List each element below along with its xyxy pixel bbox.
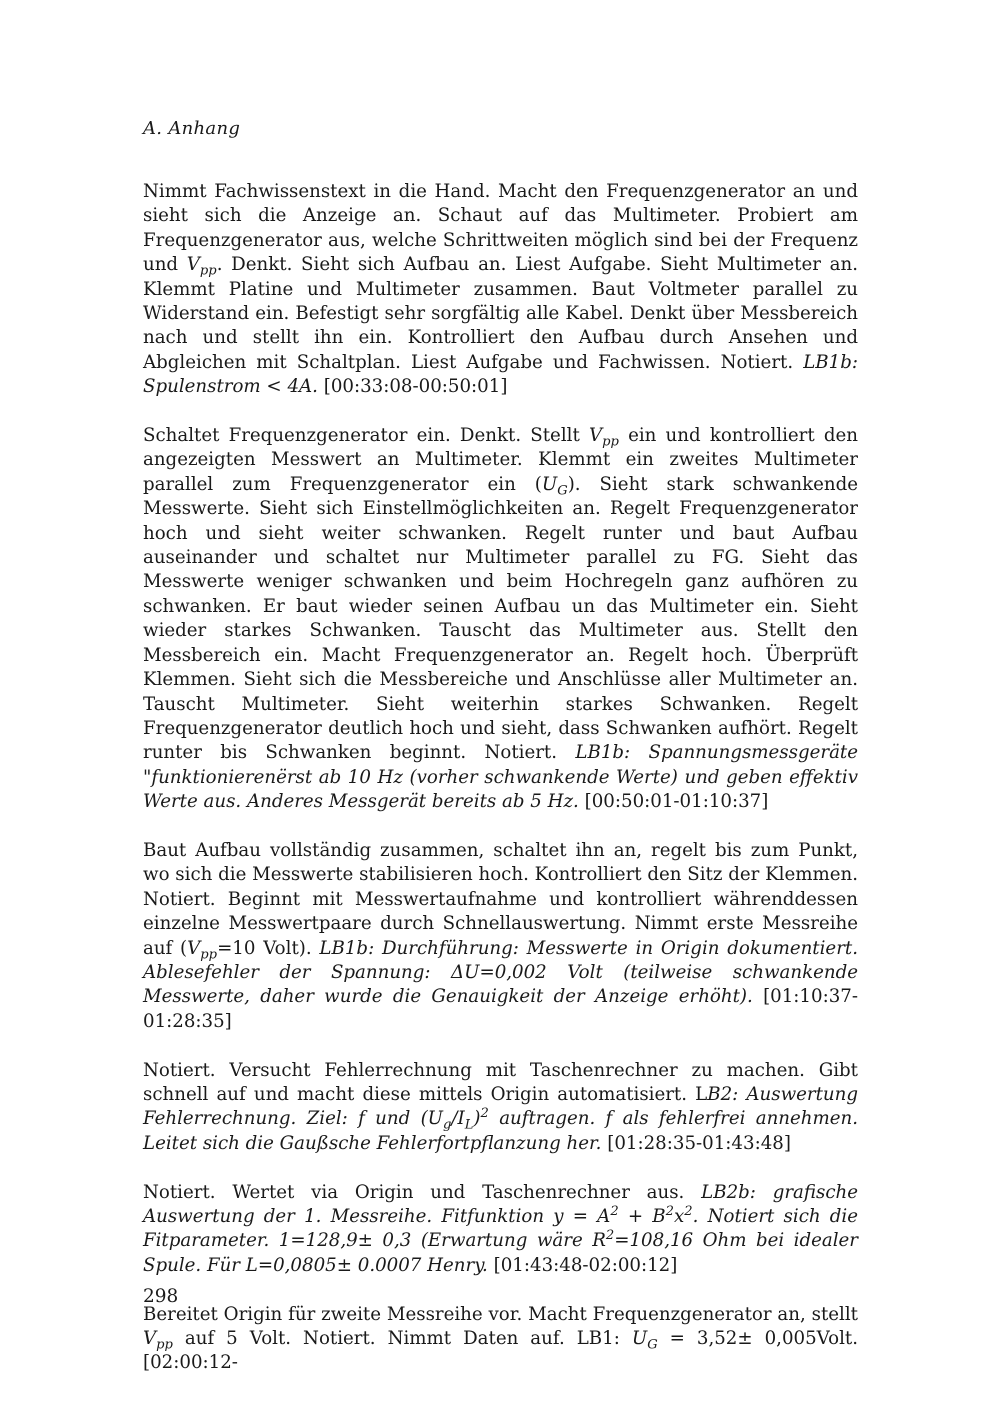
paragraph-2: Schaltet Frequenzgenerator ein. Denkt. Stellt $V_{pp}$ ein und kontrolliert den angezeigten Messwert an Multimeter. Klemmt ein zweites Multimeter parallel zum Frequenzgenerator ein $(U_G)$. Sieht stark schwankende Messwerte. Sieht sich Einstellmöglichkeiten an. Regelt Frequenzgenerator hoch und sieht weiter schwanken. Regelt runter und baut Aufbau auseinander und schaltet nur Multimeter parallel zu FG. Sieht das Messwerte weniger schwanken und beim Hochregeln ganz aufhören zu schwanken. Er baut wieder seinen Aufbau un das Multimeter ein. Sieht wieder starkes Schwanken. Tauscht das Multimeter aus. Stellt den Messbereich ein. Macht Frequenzgenerator an. Regelt hoch. Überprüft Klemmen. Sieht sich die Messbereiche und Anschlüsse aller Multimeter an. Tauscht Multimeter. Sieht weiterhin starkes Schwanken. Regelt Frequenzgenerator deutlich hoch und sieht, dass Schwanken aufhört. Regelt runter bis Schwanken beginnt. Notiert. LB1b: Spannungsmessgeräte "funktionierenërst ab 10 Hz (vorher schwankende Werte) und geben effektiv Werte aus. Anderes Messgerät bereits ab 5 Hz. [00:50:01-01:10:37] [143,425,858,813]
timestamp: [00:33:08-00:50:01] [317,376,508,398]
lab-note: LB1b: Spannungsmessgeräte "funktionierenërst ab 10 Hz (vorher schwankende Werte) und geben effektiv Werte aus. Anderes Messgerät bereits ab 5 Hz. [143,742,858,813]
paragraph-4: Notiert. Versucht Fehlerrechnung mit Taschenrechner zu machen. Gibt schnell auf und macht diese mittels Origin automatisiert. LB2: Auswertung Fehlerrechnung. Ziel: f und $(U_g/I_L)^2$ auftragen. f als fehlerfrei annehmen. Leitet sich die Gaußsche Fehlerfortpflanzung her. [01:28:35-01:43:48] [143,1059,858,1154]
lab-note: LB1b: Spulenstrom < 4A. [143,351,858,398]
page-number: 298 [143,1286,179,1307]
paragraph-1: Nimmt Fachwissenstext in die Hand. Macht den Frequenzgenerator an und sieht sich die Anzeige an. Schaut auf das Multimeter. Probiert am Frequenzgenerator aus, welche Schrittweiten möglich sind bei der Frequenz und $V_{pp}$. Denkt. Sieht sich Aufbau an. Liest Aufgabe. Sieht Multimeter an. Klemmt Platine und Multimeter zusammen. Baut Voltmeter parallel zu Widerstand ein. Befestigt sehr sorgfältig alle Kabel. Denkt über Messbereich nach und stellt ihn ein. Kontrolliert den Aufbau durch Ansehen und Abgleichen mit Schaltplan. Liest Aufgabe und Fachwissen. Notiert. LB1b: Spulenstrom < 4A. [00:33:08-00:50:01] [143,181,858,398]
body-text [143,180,858,1400]
timestamp: [00:50:01-01:10:37] [578,791,769,813]
vpp-symbol: $V_{pp}$ [588,425,619,450]
running-header: A. Anhang [143,118,241,139]
paragraph-5: Notiert. Wertet via Origin und Taschenrechner aus. LB2b: grafische Auswertung der 1. Messreihe. Fitfunktion $y = A^2 + B^2x^2$. Notiert sich die Fitparameter. 1=128,9± 0,3 (Erwartung wäre $R^2=108,16$ Ohm bei idealer Spule. Für L=0,0805± 0.0007 Henry. [01:43:48-02:00:12] [143,1181,859,1276]
lab-note: LB1b: Durchführung: Messwerte in Origin dokumentiert. Ablesefehler der Spannung: ΔU=0,002 Volt (teilweise schwankende Messwerte, daher wurde die Genauigkeit der Anzeige erhöht). [143,937,858,1008]
lab-note: B2: Auswertung Fehlerrechnung. Ziel: f und $(U_g/I_L)^2$ auftragen. f als fehlerfrei annehmen. Leitet sich die Gaußsche Fehlerfortpflanzung her. [143,1083,858,1154]
paragraph-6: Bereitet Origin für zweite Messreihe vor. Macht Frequenzgenerator an, stellt $V_{pp}$ auf 5 Volt. Notiert. Nimmt Daten auf. LB1: $U_G = 3,52\pm$ 0,005Volt. [02:00:12- [143,1303,858,1374]
ug-symbol: $U_G$ [631,1328,658,1353]
paragraph-3: Baut Aufbau vollständig zusammen, schaltet ihn an, regelt bis zum Punkt, wo sich die Messwerte stabilisieren hoch. Kontrolliert den Sitz der Klemmen. Notiert. Beginnt mit Messwertaufnahme und kontrolliert währenddessen einzelne Messwertpaare durch Schnellauswertung. Nimmt erste Messreihe auf ($V_{pp}=10$ Volt). LB1b: Durchführung: Messwerte in Origin dokumentiert. Ablesefehler der Spannung: ΔU=0,002 Volt (teilweise schwankende Messwerte, daher wurde die Genauigkeit der Anzeige erhöht). [01:10:37-01:28:35] [143,839,858,1032]
vpp-symbol: $V_{pp}$ [143,1328,173,1353]
ug-symbol: $U_G$ [541,473,568,499]
timestamp: [01:43:48-02:00:12] [487,1254,678,1276]
vpp-symbol: $V_{pp}$ [187,937,218,963]
timestamp: [01:10:37-01:28:35] [143,986,858,1032]
lab-note: LB2b: grafische Auswertung der 1. Messreihe. Fitfunktion $y = A^2 + B^2x^2$. Notiert sich die Fitparameter. 1=128,9± 0,3 (Erwartung wäre $R^2=108,16$ Ohm bei idealer Spule. Für L=0,0805± 0.0007 Henry. [143,1181,859,1276]
timestamp: [01:28:35-01:43:48] [601,1132,791,1154]
vpp-symbol: $V_{pp}$ [186,254,217,279]
